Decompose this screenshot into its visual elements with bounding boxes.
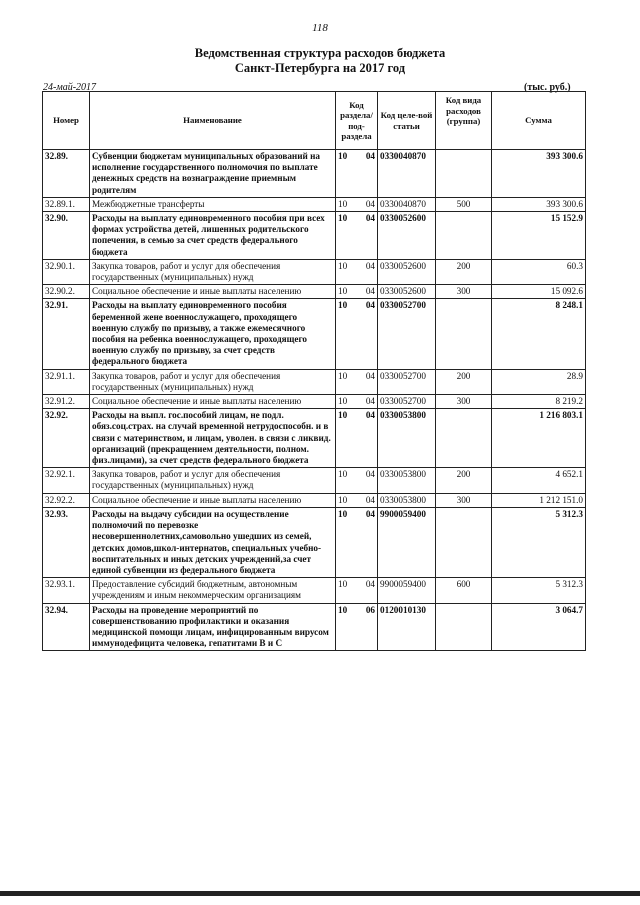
row-number: 32.90. — [43, 212, 90, 260]
title-line-2: Санкт-Петербурга на 2017 год — [234, 61, 406, 75]
row-name: Расходы на выдачу субсидии на осуществление полномочий по перевозке несовершеннолетних,самовольно ушедших из семей, детских домов,школ-интернатов, специальных учебно-воспитательных и иных детских учреждений,за счет единой субвенции из федерального бюджета — [90, 507, 336, 577]
row-section-code: 10 — [338, 579, 348, 590]
row-section-code: 10 — [338, 508, 348, 519]
row-number: 32.92.2. — [43, 493, 90, 507]
row-number: 32.93.1. — [43, 578, 90, 603]
row-section — [336, 468, 378, 493]
row-subsection-code: 04 — [365, 198, 375, 209]
row-section — [336, 150, 378, 198]
bottom-rule — [0, 891, 640, 896]
budget-table — [42, 91, 586, 651]
row-name: Социальное обеспечение и иные выплаты населению — [90, 493, 336, 507]
row-sum: 1 212 151.0 — [492, 493, 586, 507]
row-name: Закупка товаров, работ и услуг для обеспечения государственных (муниципальных) нужд — [90, 369, 336, 394]
row-section — [336, 212, 378, 260]
row-number: 32.91.2. — [43, 395, 90, 409]
row-number: 32.89.1. — [43, 197, 90, 211]
row-expense-type: 300 — [436, 285, 492, 299]
row-target-code: 0120010130 — [378, 603, 436, 651]
row-expense-type — [436, 603, 492, 651]
row-name: Закупка товаров, работ и услуг для обеспечения государственных (муниципальных) нужд — [90, 259, 336, 284]
header-name: Наименование — [90, 92, 336, 150]
row-section-code: 10 — [338, 370, 348, 381]
row-subsection-code: 04 — [365, 213, 375, 224]
row-subsection-code: 04 — [365, 494, 375, 505]
row-name: Расходы на выплату единовременного пособия при всех формах устройства детей, лишенных родительского попечения, в семью за счет средств федерального бюджета — [90, 212, 336, 260]
row-section-code: 10 — [338, 286, 348, 297]
row-subsection-code: 04 — [365, 396, 375, 407]
table-row — [43, 212, 586, 260]
row-section — [336, 603, 378, 651]
table-body — [43, 150, 586, 651]
row-name: Субвенции бюджетам муниципальных образований на исполнение государственного полномочия по выплате денежных средств на вознаграждение приемным родителям — [90, 150, 336, 198]
row-target-code: 0330053800 — [378, 493, 436, 507]
row-target-code: 0330053800 — [378, 409, 436, 468]
row-number: 32.90.2. — [43, 285, 90, 299]
row-subsection-code: 04 — [365, 260, 375, 271]
row-target-code: 0330040870 — [378, 150, 436, 198]
row-subsection-code: 04 — [365, 508, 375, 519]
table-row — [43, 369, 586, 394]
header-expense-type: Код вида расходов (группа) — [436, 92, 492, 150]
row-section — [336, 493, 378, 507]
row-section-code: 10 — [338, 260, 348, 271]
row-sum: 393 300.6 — [492, 197, 586, 211]
row-section — [336, 197, 378, 211]
row-expense-type — [436, 212, 492, 260]
row-subsection-code: 04 — [365, 579, 375, 590]
row-target-code: 0330040870 — [378, 197, 436, 211]
row-target-code: 0330052600 — [378, 259, 436, 284]
row-name: Социальное обеспечение и иные выплаты населению — [90, 395, 336, 409]
row-target-code: 0330052700 — [378, 369, 436, 394]
row-section-code: 10 — [338, 410, 348, 421]
table-row — [43, 493, 586, 507]
row-target-code: 9900059400 — [378, 507, 436, 577]
row-subsection-code: 04 — [365, 469, 375, 480]
header-target-code: Код целе-вой статьи — [378, 92, 436, 150]
row-target-code: 0330052600 — [378, 285, 436, 299]
table-row — [43, 578, 586, 603]
row-name: Расходы на проведение мероприятий по совершенствованию профилактики и оказания медицинской помощи лицам, инфицированным вирусом иммунодефицита человека, гепатитами В и С — [90, 603, 336, 651]
table-row — [43, 468, 586, 493]
row-section — [336, 395, 378, 409]
row-sum: 3 064.7 — [492, 603, 586, 651]
table-row — [43, 150, 586, 198]
document-title — [0, 46, 640, 76]
row-subsection-code: 04 — [365, 286, 375, 297]
row-sum: 8 219.2 — [492, 395, 586, 409]
page-number: 118 — [312, 22, 328, 34]
header-sum: Сумма — [492, 92, 586, 150]
table-row — [43, 507, 586, 577]
row-name: Межбюджетные трансферты — [90, 197, 336, 211]
row-name: Предоставление субсидий бюджетным, автономным учреждениям и иным некоммерческим организациям — [90, 578, 336, 603]
row-number: 32.91.1. — [43, 369, 90, 394]
row-expense-type — [436, 150, 492, 198]
table-row — [43, 395, 586, 409]
row-section-code: 10 — [338, 604, 348, 615]
row-section — [336, 578, 378, 603]
row-name: Социальное обеспечение и иные выплаты населению — [90, 285, 336, 299]
row-section — [336, 369, 378, 394]
row-number: 32.91. — [43, 299, 90, 369]
row-target-code: 0330053800 — [378, 468, 436, 493]
row-number: 32.93. — [43, 507, 90, 577]
row-expense-type — [436, 409, 492, 468]
row-expense-type: 500 — [436, 197, 492, 211]
row-subsection-code: 04 — [365, 410, 375, 421]
document-date: 24-май-2017 — [43, 82, 97, 93]
row-sum: 8 248.1 — [492, 299, 586, 369]
row-number: 32.92. — [43, 409, 90, 468]
row-name: Расходы на выпл. гос.пособий лицам, не подл. обяз.соц.страх. на случай временной нетрудоспособн. и в связи с материнством, и лицам, уволен. в связи с ликвид. организаций (прекращением деятельности, полном. физ.лицами), за счет средств федерального бюджета — [90, 409, 336, 468]
row-subsection-code: 06 — [365, 604, 375, 615]
table-row — [43, 299, 586, 369]
row-section-code: 10 — [338, 198, 348, 209]
row-section-code: 10 — [338, 213, 348, 224]
row-section-code: 10 — [338, 151, 348, 161]
row-section-code: 10 — [338, 494, 348, 505]
row-sum: 28.9 — [492, 369, 586, 394]
row-sum: 1 216 803.1 — [492, 409, 586, 468]
row-sum: 60.3 — [492, 259, 586, 284]
row-target-code: 0330052700 — [378, 299, 436, 369]
table-row — [43, 409, 586, 468]
row-name: Закупка товаров, работ и услуг для обеспечения государственных (муниципальных) нужд — [90, 468, 336, 493]
table-row — [43, 285, 586, 299]
row-sum: 4 652.1 — [492, 468, 586, 493]
header-number: Номер — [43, 92, 90, 150]
row-sum: 15 152.9 — [492, 212, 586, 260]
table-row — [43, 197, 586, 211]
header-section-code: Код раздела/ под-раздела — [336, 92, 378, 150]
row-section — [336, 409, 378, 468]
row-expense-type — [436, 507, 492, 577]
row-number: 32.90.1. — [43, 259, 90, 284]
row-name: Расходы на выплату единовременного пособия беременной жене военнослужащего, проходящего военную службу по призыву, а также ежемесячного пособия на ребенка военнослужащего, проходящего военную службу по призыву, за счет средств федерального бюджета — [90, 299, 336, 369]
row-number: 32.89. — [43, 150, 90, 198]
row-sum: 393 300.6 — [492, 150, 586, 198]
row-expense-type: 200 — [436, 259, 492, 284]
row-section — [336, 507, 378, 577]
row-number: 32.94. — [43, 603, 90, 651]
row-subsection-code: 04 — [365, 300, 375, 311]
units-label: (тыс. руб.) — [524, 82, 571, 93]
row-section-code: 10 — [338, 469, 348, 480]
row-expense-type: 300 — [436, 395, 492, 409]
row-expense-type: 600 — [436, 578, 492, 603]
row-number: 32.92.1. — [43, 468, 90, 493]
row-target-code: 9900059400 — [378, 578, 436, 603]
table-row — [43, 603, 586, 651]
row-subsection-code: 04 — [365, 370, 375, 381]
row-expense-type — [436, 299, 492, 369]
row-section — [336, 299, 378, 369]
row-target-code: 0330052600 — [378, 212, 436, 260]
row-expense-type: 200 — [436, 468, 492, 493]
row-section — [336, 285, 378, 299]
row-sum: 5 312.3 — [492, 578, 586, 603]
row-section-code: 10 — [338, 396, 348, 407]
table-row — [43, 259, 586, 284]
row-subsection-code: 04 — [365, 151, 375, 161]
row-sum: 15 092.6 — [492, 285, 586, 299]
row-section-code: 10 — [338, 300, 348, 311]
row-sum: 5 312.3 — [492, 507, 586, 577]
row-expense-type: 300 — [436, 493, 492, 507]
title-line-1: Ведомственная структура расходов бюджета — [194, 46, 446, 60]
row-target-code: 0330052700 — [378, 395, 436, 409]
row-section — [336, 259, 378, 284]
row-expense-type: 200 — [436, 369, 492, 394]
